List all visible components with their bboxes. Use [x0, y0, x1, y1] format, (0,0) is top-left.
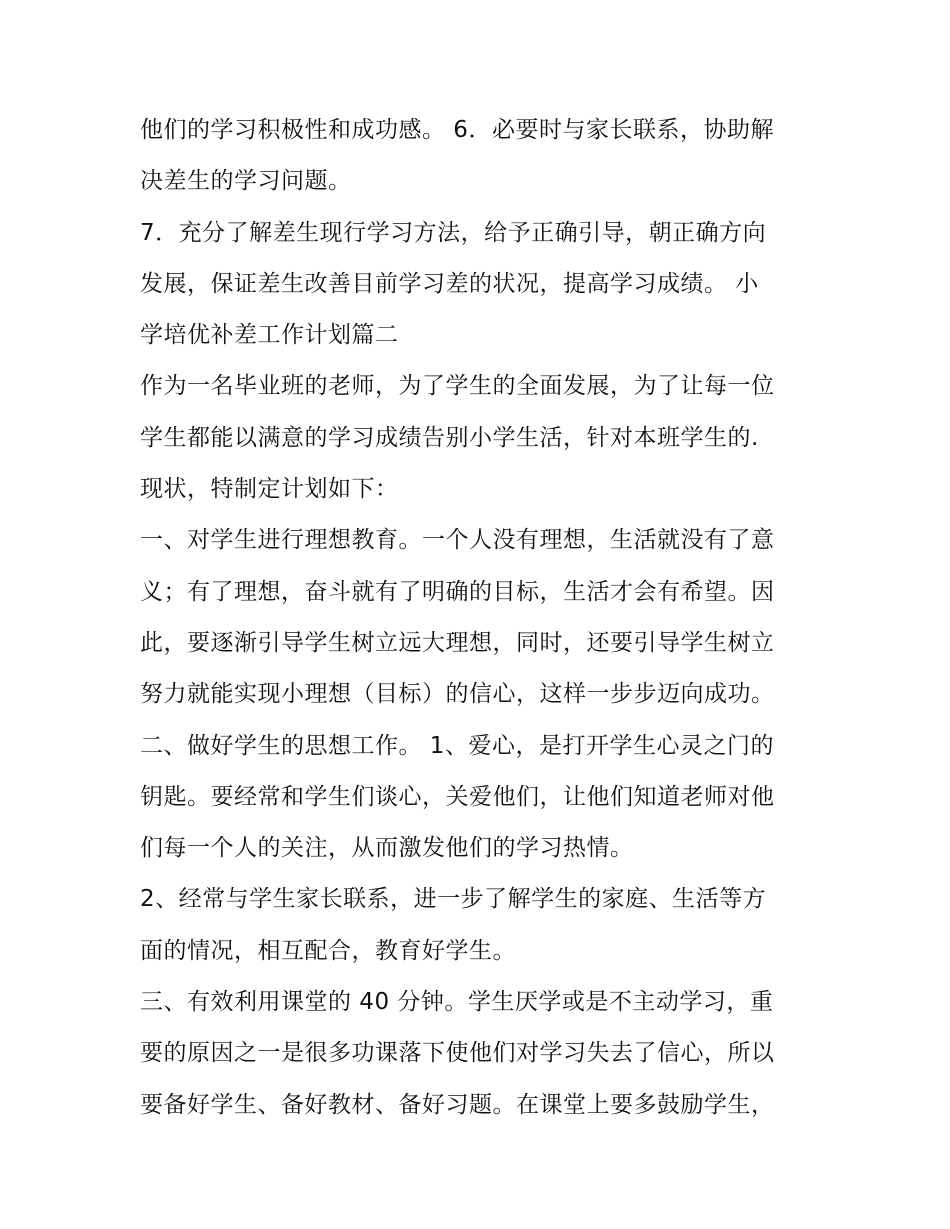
text-line: 此，要逐渐引导学生树立远大理想，同时，还要引导学生树立 — [140, 629, 775, 656]
text-line: 要的原因之一是很多功课落下使他们对学习失去了信心，所以 — [140, 1040, 775, 1067]
text-line: 作为一名毕业班的老师，为了学生的全面发展，为了让每一位 — [140, 373, 775, 400]
text-line: 三、有效利用课堂的 40 分钟。学生厌学或是不主动学习，重 — [140, 989, 774, 1016]
text-line: 努力就能实现小理想（目标）的信心，这样一步步迈向成功。 — [140, 681, 775, 708]
text-line: 二、做好学生的思想工作。 1、爱心，是打开学生心灵之门的 — [140, 732, 774, 759]
text-line: 义；有了理想，奋斗就有了明确的目标，生活才会有希望。因 — [140, 578, 775, 605]
text-line: 现状，特制定计划如下： — [140, 476, 399, 503]
text-line: 学生都能以满意的学习成绩告别小学生活，针对本班学生的. — [140, 424, 759, 451]
text-line: 决差生的学习问题。 — [140, 168, 352, 195]
text-line: 们每一个人的关注，从而激发他们的学习热情。 — [140, 835, 634, 862]
text-line: 发展，保证差生改善目前学习差的状况，提高学习成绩。 小 — [140, 270, 759, 297]
text-line: 一、对学生进行理想教育。一个人没有理想，生活就没有了意 — [140, 527, 775, 554]
text-line: 他们的学习积极性和成功感。 6．必要时与家长联系，协助解 — [140, 117, 774, 143]
document-body — [140, 105, 820, 1131]
text-line: 7．充分了解差生现行学习方法，给予正确引导，朝正确方向 — [140, 219, 767, 246]
text-line: 要备好学生、备好教材、备好习题。在课堂上要多鼓励学生， — [140, 1091, 775, 1118]
text-line: 面的情况，相互配合，教育好学生。 — [140, 937, 516, 964]
text-line: 钥匙。要经常和学生们谈心，关爱他们，让他们知道老师对他 — [140, 783, 775, 810]
text-line: 2、经常与学生家长联系，进一步了解学生的家庭、生活等方 — [140, 886, 767, 913]
text-line: 学培优补差工作计划篇二 — [140, 322, 399, 349]
